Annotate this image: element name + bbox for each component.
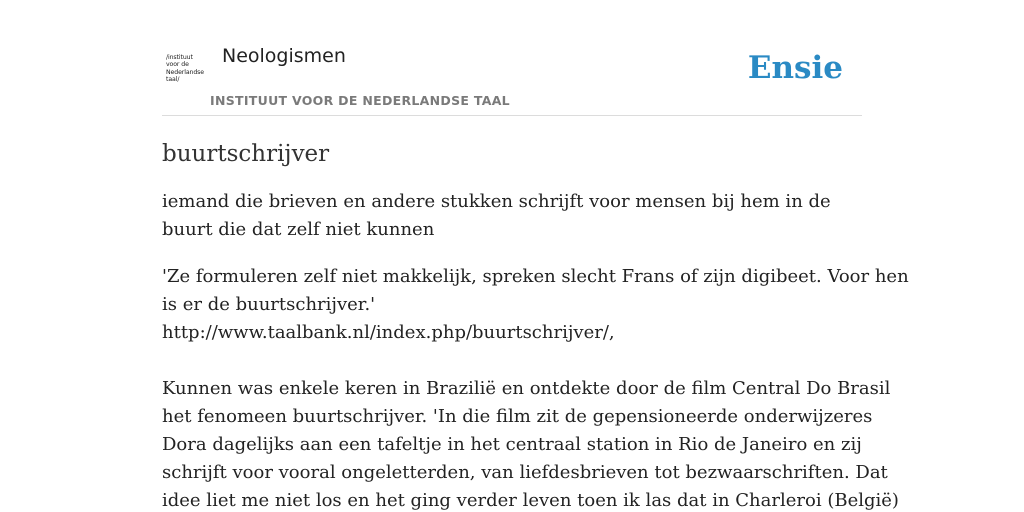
organization-name: INSTITUUT VOOR DE NEDERLANDSE TAAL: [210, 93, 510, 108]
logo-line: /instituut: [166, 54, 193, 61]
example-line: het fenomeen buurtschrijver. 'In die film zit de gepensioneerde onderwijzeres: [162, 406, 873, 427]
entry-definition: iemand die brieven en andere stukken schrijft voor mensen bij hem in de buurt die dat zelf niet kunnen: [162, 191, 831, 240]
example-line: idee liet me niet los en het ging verder leven toen ik las dat in Charleroi (België): [162, 490, 899, 511]
site-title[interactable]: Neologismen: [222, 45, 346, 67]
example-line: 'Ze formuleren zelf niet makkelijk, spreken slecht Frans of zijn digibeet. Voor hen: [162, 266, 909, 287]
ivdnt-logo[interactable]: [166, 54, 206, 90]
example-line: is er de buurtschrijver.': [162, 294, 376, 315]
example-line: schrijft voor vooral ongeletterden, van liefdesbrieven tot bezwaarschriften. Dat: [162, 462, 888, 483]
logo-line: Nederlandse: [166, 68, 205, 76]
entry-headword: buurtschrijver: [162, 141, 330, 167]
entry-example: [162, 263, 909, 512]
example-line: Dora dagelijks aan een tafeltje in het centraal station in Rio de Janeiro en zij: [162, 434, 862, 455]
site-header: [162, 40, 862, 116]
logo-line: voor de: [166, 61, 189, 69]
logo-line: taal/: [166, 76, 180, 84]
entry-content: [162, 138, 909, 512]
example-line: Kunnen was enkele keren in Brazilië en ontdekte door de film Central Do Brasil: [162, 378, 891, 399]
blank-line: [162, 347, 872, 375]
ensie-brand-logo[interactable]: Ensie: [747, 50, 843, 86]
example-source-link[interactable]: http://www.taalbank.nl/index.php/buurtschrijver/,: [162, 322, 615, 343]
